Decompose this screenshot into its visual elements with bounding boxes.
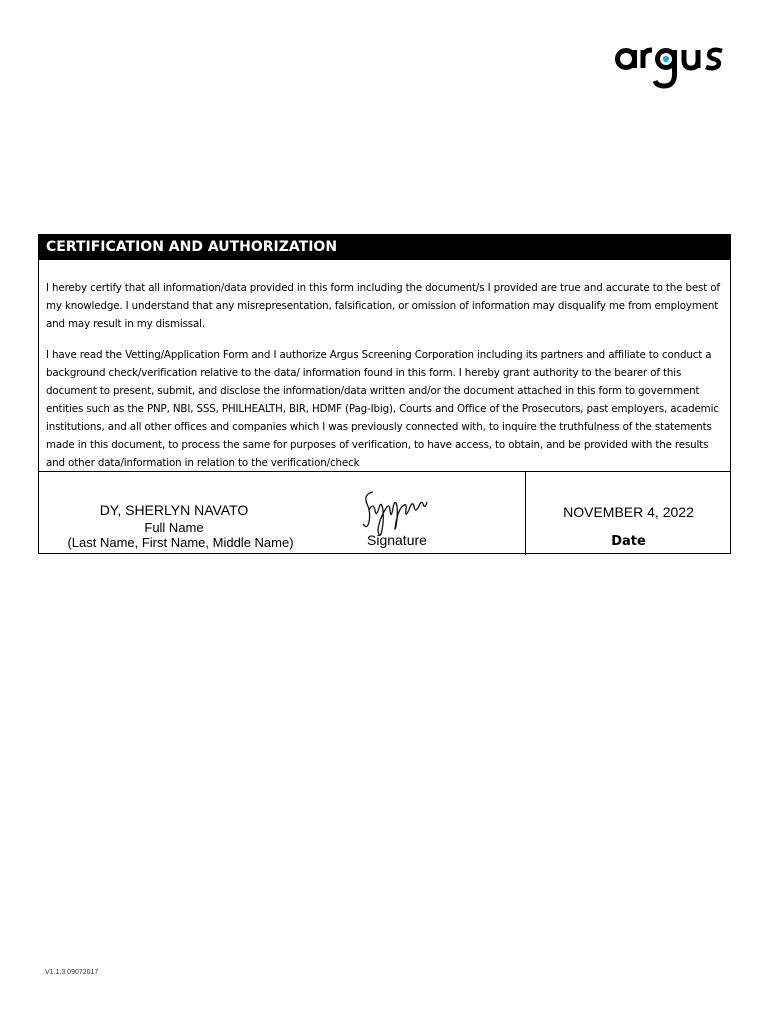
certification-form [38, 234, 731, 554]
version-label: V1.1.3 09072017 [45, 969, 99, 976]
full-name-sublabel: (Last Name, First Name, Middle Name) [67, 535, 294, 550]
signature-cell [331, 472, 525, 555]
handwritten-signature [359, 480, 431, 540]
form-body [39, 260, 730, 472]
date-value: NOVEMBER 4, 2022 [563, 504, 694, 520]
signature-label: Signature [367, 532, 427, 548]
date-cell [525, 472, 731, 555]
full-name-value: DY, SHERLYN NAVATO [99, 502, 249, 518]
argus-logo-graphic [614, 36, 726, 94]
authorization-paragraph: I have read the Vetting/Application Form and I authorize Argus Screening Corporation including its partners and affiliate to conduct a background check/verification relative to the data/ information found in this form. I hereby grant authority to the bearer of this document to present, submit, and disclose the information/data written and/or the document attached in this form to government entities such as the PNP, NBI, SSS, PHILHEALTH, BIR, HDMF (Pag-Ibig), Courts and Office of the Prosecutors, past employers, academic institutions, and all other offices and companies which I was previously connected with, to inquire the truthfulness of the statements made in this document, to process the same for purposes of verification, to have access, to obtain, and be provided with the results and other data/information in relation to the verification/check [46, 349, 719, 469]
signature-row [39, 471, 730, 555]
certification-paragraph: I hereby certify that all information/data provided in this form including the document/s I provided are true and accurate to the best of my knowledge. I understand that any misrepresentation, falsification, or omission of information may disqualify me from employment and may result in my dismissal. [46, 282, 720, 330]
date-label: Date [611, 534, 646, 549]
form-title: CERTIFICATION AND AUTHORIZATION [39, 235, 730, 260]
argus-logo [614, 36, 726, 94]
full-name-label: Full Name [144, 520, 204, 535]
full-name-cell [39, 472, 331, 555]
